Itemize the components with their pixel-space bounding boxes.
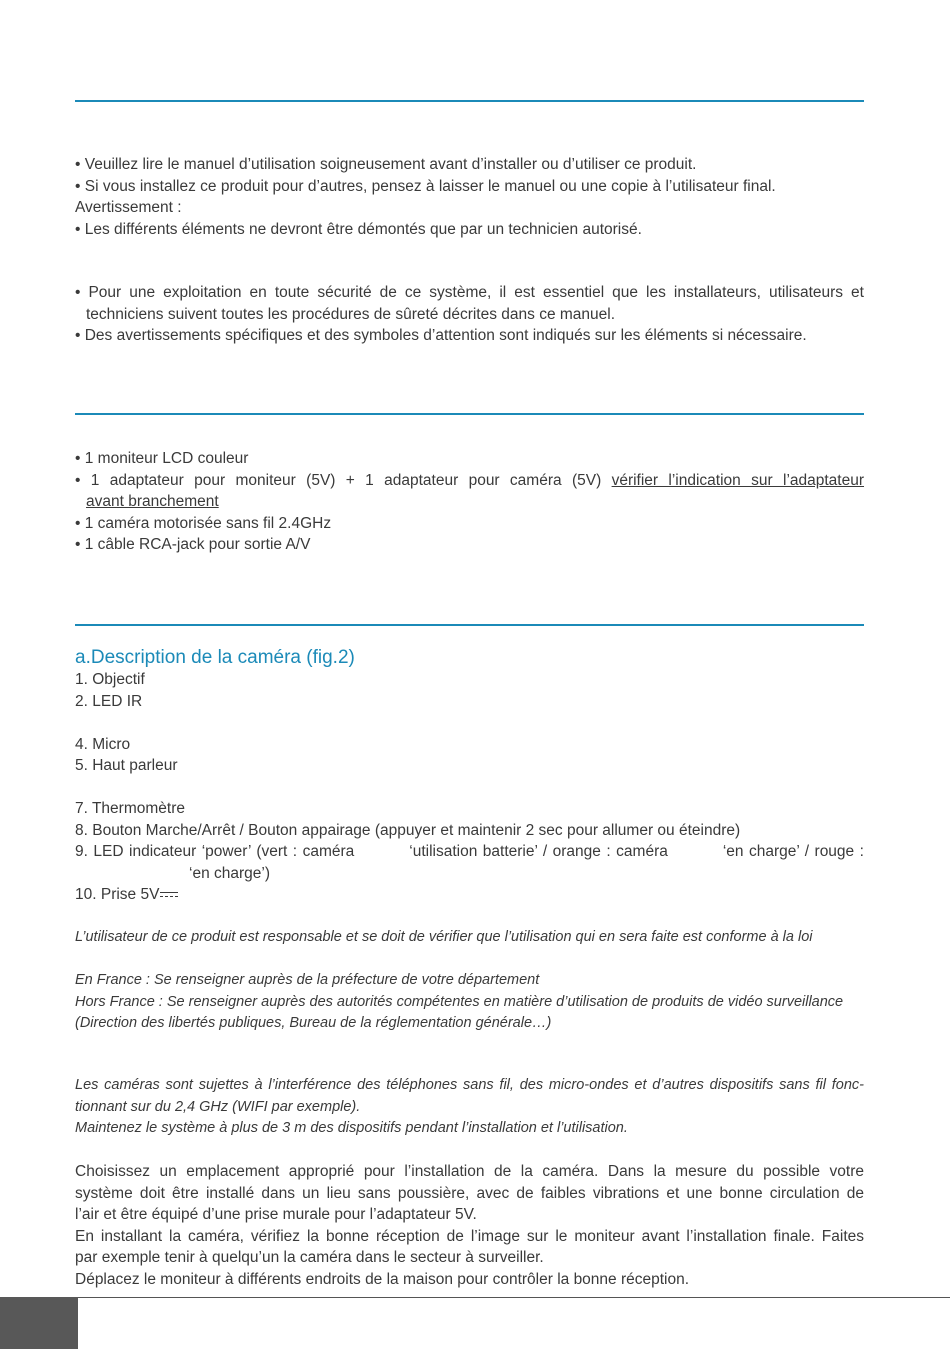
description-item: 5. Haut parleur xyxy=(75,757,178,774)
placement-text: Déplacez le moniteur à différents endroits de la maison pour contrôler la bonne réception. xyxy=(75,1270,690,1288)
contents-item: • 1 caméra motorisée sans fil 2.4GHz xyxy=(75,514,332,532)
led-text-b: ‘utilisation batterie’ / orange : caméra xyxy=(409,843,668,860)
contents-item: • 1 câble RCA-jack pour sortie A/V xyxy=(75,536,311,553)
safety-section xyxy=(75,282,864,347)
placement-section xyxy=(75,1161,864,1290)
led-text-a: 9. LED indicateur ‘power’ (vert : caméra xyxy=(75,843,355,860)
placement-text: système doit être installé dans un lieu sans poussière, avec de faibles vibrations et une bonne circulation de xyxy=(75,1184,864,1202)
legal-text: (Direction des libertés publiques, Bureau de la réglementation générale…) xyxy=(75,1015,552,1031)
page-number-tab xyxy=(0,1297,78,1349)
description-item: 4. Micro xyxy=(75,735,131,753)
description-item: 8. Bouton Marche/Arrêt / Bouton appairage (appuyer et maintenir 2 sec pour allumer ou éteindre) xyxy=(75,821,741,839)
intro-line: • Si vous installez ce produit pour d’autres, pensez à laisser le manuel ou une copie à l’utilisateur final. xyxy=(75,177,776,195)
legal-section xyxy=(75,927,864,1035)
description-item: 1. Objectif xyxy=(75,671,145,688)
description-item: 2. LED IR xyxy=(75,692,143,710)
intro-section xyxy=(75,154,864,240)
contents-adapter-note: vérifier l’indication sur l’adaptateur xyxy=(611,471,865,489)
section-rule-1 xyxy=(75,100,864,102)
led-text-c: ‘en charge’ / rouge : xyxy=(722,843,864,860)
intro-line: • Veuillez lire le manuel d’utilisation soigneusement avant d’installer ou d’utiliser ce produit. xyxy=(75,156,697,173)
placement-text: par exemple tenir à quelqu’un la caméra dans le secteur à surveiller. xyxy=(75,1249,544,1266)
description-item xyxy=(75,884,864,906)
footer-rule xyxy=(0,1297,950,1298)
legal-text: En France : Se renseigner auprès de la préfecture de votre département xyxy=(75,972,540,988)
description-heading: a.Description de la caméra (fig.2) xyxy=(75,647,355,668)
intro-line: • Les différents éléments ne devront être démontés que par un technicien autorisé. xyxy=(75,220,642,238)
intro-warning-label: Avertissement : xyxy=(75,199,182,216)
safety-line: • Des avertissements spécifiques et des symboles d’attention sont indiqués sur les éléments si nécessaire. xyxy=(75,327,807,344)
contents-item xyxy=(75,491,864,513)
interference-text: Maintenez le système à plus de 3 m des dispositifs pendant l’installation et l’utilisation. xyxy=(75,1120,628,1136)
safety-line: techniciens suivent toutes les procédures de sûreté décrites dans ce manuel. xyxy=(86,305,616,323)
plug-label: 10. Prise 5V xyxy=(75,886,160,903)
description-section xyxy=(75,647,864,906)
contents-item-text: • 1 adaptateur pour moniteur (5V) + 1 adaptateur pour caméra (5V) xyxy=(75,471,602,489)
section-rule-2 xyxy=(75,413,864,415)
description-item xyxy=(75,841,864,863)
placement-text: En installant la caméra, vérifiez la bonne réception de l’image sur le moniteur avant l’installation finale. Faites xyxy=(75,1227,864,1245)
dc-symbol-icon xyxy=(160,892,178,898)
contents-item xyxy=(75,470,864,492)
placement-text: l’air et être équipé d’une prise murale pour l’adaptateur 5V. xyxy=(75,1206,477,1223)
legal-text: Hors France : Se renseigner auprès des autorités compétentes en matière d’utilisation de produits de vidéo surveillance xyxy=(75,993,844,1010)
description-item: 7. Thermomètre xyxy=(75,800,185,817)
description-item: ‘en charge’) xyxy=(189,864,270,882)
safety-line: • Pour une exploitation en toute sécurité de ce système, il est essentiel que les installateurs, utilisateurs et xyxy=(75,284,864,301)
contents-section xyxy=(75,448,864,556)
interference-text: Les caméras sont sujettes à l’interférence des téléphones sans fil, des micro-ondes et d’autres dispositifs sans fil fonc- xyxy=(75,1077,864,1093)
contents-adapter-note: avant branchement xyxy=(86,493,219,510)
placement-text: Choisissez un emplacement approprié pour l’installation de la caméra. Dans la mesure du possible votre xyxy=(75,1163,864,1180)
contents-item: • 1 moniteur LCD couleur xyxy=(75,450,249,467)
interference-section xyxy=(75,1075,864,1140)
legal-text: L’utilisateur de ce produit est responsable et se doit de vérifier que l’utilisation qui en sera faite est conforme à la loi xyxy=(75,929,813,945)
interference-text: tionnant sur du 2,4 GHz (WIFI par exemple). xyxy=(75,1098,361,1115)
section-rule-3 xyxy=(75,624,864,626)
